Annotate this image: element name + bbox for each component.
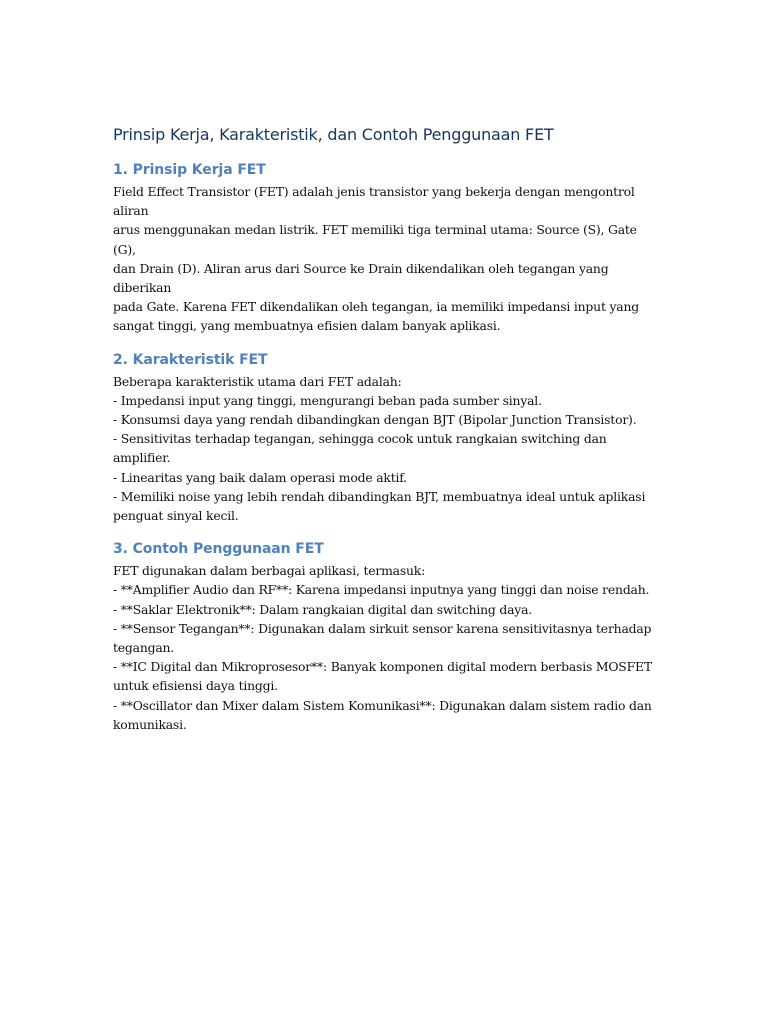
text-line: untuk efisiensi daya tinggi.	[113, 678, 278, 694]
list-item: - Memiliki noise yang lebih rendah dibandingkan BJT, membuatnya ideal untuk aplikasi	[113, 488, 646, 504]
section-heading: 1. Prinsip Kerja FET	[113, 162, 266, 178]
section-heading: 3. Contoh Penggunaan FET	[113, 541, 324, 558]
list-item: - **Amplifier Audio dan RF**: Karena impedansi inputnya yang tinggi dan noise rendah.	[113, 582, 650, 598]
section-prinsip-kerja	[113, 160, 658, 336]
text-line: penguat sinyal kecil.	[113, 508, 239, 524]
list-item: - **Saklar Elektronik**: Dalam rangkaian digital dan switching daya.	[113, 601, 533, 617]
text-line: pada Gate. Karena FET dikendalikan oleh tegangan, ia memiliki impedansi input yang	[113, 299, 639, 315]
list-item: - Linearitas yang baik dalam operasi mode aktif.	[113, 469, 407, 485]
document-title: Prinsip Kerja, Karakteristik, dan Contoh Penggunaan FET	[113, 125, 554, 144]
text-line: FET digunakan dalam berbagai aplikasi, termasuk:	[113, 563, 426, 579]
list-item: - **IC Digital dan Mikroprosesor**: Banyak komponen digital modern berbasis MOSFET	[113, 659, 652, 675]
text-line: komunikasi.	[113, 716, 187, 732]
text-line: Field Effect Transistor (FET) adalah jenis transistor yang bekerja dengan mengontrol aliran	[113, 184, 635, 219]
list-item: - Impedansi input yang tinggi, mengurangi beban pada sumber sinyal.	[113, 392, 542, 408]
text-line: arus menggunakan medan listrik. FET memiliki tiga terminal utama: Source (S), Gate (G),	[113, 222, 637, 257]
text-line: Beberapa karakteristik utama dari FET adalah:	[113, 373, 402, 389]
section-karakteristik	[113, 350, 658, 526]
list-item: - **Sensor Tegangan**: Digunakan dalam sirkuit sensor karena sensitivitasnya terhadap	[113, 620, 652, 636]
section-body	[113, 372, 658, 526]
document-content	[113, 124, 658, 748]
list-item: - **Oscillator dan Mixer dalam Sistem Komunikasi**: Digunakan dalam sistem radio dan	[113, 697, 652, 713]
section-heading: 2. Karakteristik FET	[113, 351, 268, 368]
text-line: dan Drain (D). Aliran arus dari Source ke Drain dikendalikan oleh tegangan yang diberikan	[113, 260, 609, 296]
list-item: - Sensitivitas terhadap tegangan, sehingga cocok untuk rangkaian switching dan amplifier.	[113, 431, 607, 466]
section-contoh-penggunaan	[113, 539, 658, 734]
section-body	[113, 182, 658, 336]
text-line: tegangan.	[113, 640, 175, 656]
text-line: sangat tinggi, yang membuatnya efisien dalam banyak aplikasi.	[113, 318, 501, 334]
list-item: - Konsumsi daya yang rendah dibandingkan dengan BJT (Bipolar Junction Transistor).	[113, 412, 637, 428]
section-body	[113, 561, 658, 734]
